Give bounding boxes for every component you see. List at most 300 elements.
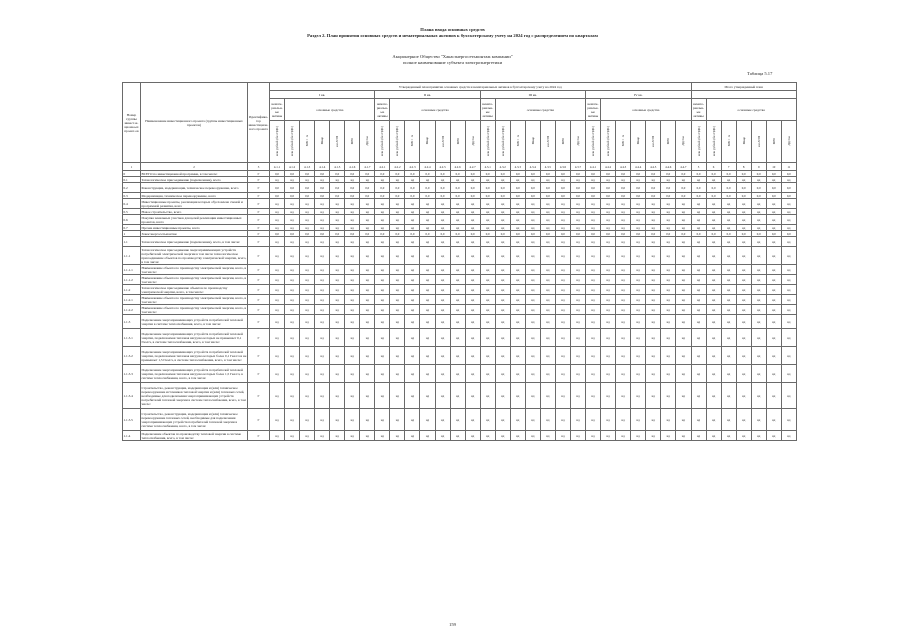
value-cell: нд <box>465 329 480 347</box>
value-cell: 0,0 <box>781 183 796 193</box>
value-cell: нд <box>465 365 480 383</box>
col-index-cell: 4.3.6 <box>555 163 570 171</box>
row-number: 1.1.3.2 <box>123 347 141 365</box>
col-index-cell: 4.4.3 <box>616 163 631 171</box>
value-cell: нд <box>661 315 676 329</box>
value-cell: нд <box>736 285 751 295</box>
value-cell: нд <box>555 409 570 431</box>
col-header-unit <box>420 121 435 163</box>
value-cell: нд <box>706 329 721 347</box>
value-cell: нд <box>315 177 330 183</box>
value-cell: нд <box>315 225 330 231</box>
col-index-cell: 8 <box>736 163 751 171</box>
value-cell: нд <box>465 347 480 365</box>
value-cell: нд <box>390 383 405 409</box>
value-cell: нд <box>300 215 315 225</box>
col-header-unit-label: Мвар <box>530 137 535 145</box>
value-cell: нд <box>706 285 721 295</box>
value-cell: нд <box>300 409 315 431</box>
value-cell: нд <box>300 265 315 275</box>
value-cell: 0,0 <box>465 171 480 177</box>
value-cell: нд <box>601 177 616 183</box>
value-cell: нд <box>510 285 525 295</box>
value-cell: нд <box>691 431 706 441</box>
col-header-unit-label: млн рублей (без НДС) <box>591 125 595 157</box>
value-cell: нд <box>631 329 646 347</box>
value-cell: 0,0 <box>465 193 480 199</box>
col-index-cell: 4.2.1 <box>375 163 390 171</box>
value-cell: 0,0 <box>706 171 721 177</box>
value-cell: нд <box>736 315 751 329</box>
col-header-unit-label: МВ×А <box>410 135 415 147</box>
col-header-unit <box>676 121 691 163</box>
row-number: 1.1.3.3 <box>123 365 141 383</box>
value-cell: 0,0 <box>721 193 736 199</box>
value-cell: 0,0 <box>525 193 540 199</box>
row-name: Подключение энергопринимающих устройств потребителей тепловой энергии, подключаемая тепловая нагрузка которых более 0,1 Гкал/ч и не превышает 1,5 Гкал/ч, в системе теплоснабжения, всего, в том числе: <box>141 347 248 365</box>
row-identifier: Г <box>248 305 270 315</box>
value-cell: нд <box>420 215 435 225</box>
value-cell: нд <box>555 209 570 215</box>
value-cell: нд <box>585 409 600 431</box>
value-cell: нд <box>661 285 676 295</box>
col-header-intangible: немате-риальн-ые активы <box>691 99 706 121</box>
col-header-unit <box>631 121 646 163</box>
value-cell: нд <box>495 215 510 225</box>
col-index-cell: 9 <box>751 163 766 171</box>
value-cell: нд <box>721 265 736 275</box>
value-cell: нд <box>345 365 360 383</box>
value-cell: нд <box>285 315 300 329</box>
value-cell: нд <box>390 225 405 231</box>
value-cell: 0,0 <box>570 183 585 193</box>
col-index-cell: 4.4.2 <box>601 163 616 171</box>
value-cell: нд <box>525 305 540 315</box>
value-cell: нд <box>646 431 661 441</box>
value-cell: нд <box>585 305 600 315</box>
value-cell: нд <box>435 409 450 431</box>
row-identifier: Г <box>248 199 270 209</box>
value-cell: нд <box>676 247 691 265</box>
value-cell: нд <box>676 365 691 383</box>
col-header-unit <box>300 121 315 163</box>
value-cell: нд <box>736 275 751 285</box>
value-cell: нд <box>375 237 390 247</box>
col-index-cell: 4.2.3 <box>405 163 420 171</box>
value-cell: нд <box>616 295 631 305</box>
value-cell: нд <box>570 247 585 265</box>
value-cell: 0,0 <box>555 231 570 237</box>
row-number: 1.1.1.2 <box>123 275 141 285</box>
col-index-cell: 4.3.5 <box>540 163 555 171</box>
value-cell: 0,0 <box>405 183 420 193</box>
value-cell: нд <box>540 295 555 305</box>
value-cell: нд <box>646 285 661 295</box>
value-cell: нд <box>616 383 631 409</box>
value-cell: нд <box>480 409 495 431</box>
value-cell: нд <box>706 409 721 431</box>
value-cell: 0,0 <box>721 231 736 237</box>
value-cell: нд <box>570 209 585 215</box>
value-cell: 0,0 <box>285 231 300 237</box>
value-cell: 0,0 <box>616 231 631 237</box>
value-cell: нд <box>721 383 736 409</box>
value-cell: нд <box>736 347 751 365</box>
value-cell: 0,0 <box>540 171 555 177</box>
value-cell: нд <box>510 431 525 441</box>
value-cell: нд <box>721 225 736 231</box>
value-cell: нд <box>435 305 450 315</box>
col-header-unit <box>315 121 330 163</box>
value-cell: нд <box>435 265 450 275</box>
value-cell: нд <box>661 247 676 265</box>
value-cell: нд <box>661 383 676 409</box>
value-cell: нд <box>330 315 345 329</box>
value-cell: нд <box>781 209 796 215</box>
row-identifier: Г <box>248 209 270 215</box>
value-cell: нд <box>631 305 646 315</box>
value-cell: нд <box>616 329 631 347</box>
value-cell: нд <box>405 365 420 383</box>
value-cell: нд <box>721 247 736 265</box>
value-cell: нд <box>300 315 315 329</box>
value-cell: нд <box>375 225 390 231</box>
value-cell: нд <box>345 409 360 431</box>
value-cell: нд <box>510 409 525 431</box>
col-header-intangible: немате-риальн-ые активы <box>585 99 600 121</box>
value-cell: нд <box>420 409 435 431</box>
col-header-quarter: II кв. <box>375 91 480 99</box>
value-cell: нд <box>315 347 330 365</box>
value-cell: нд <box>330 199 345 209</box>
value-cell: нд <box>676 265 691 275</box>
value-cell: нд <box>570 285 585 295</box>
value-cell: нд <box>285 347 300 365</box>
table-row <box>123 237 797 247</box>
value-cell: нд <box>435 285 450 295</box>
value-cell: нд <box>450 265 465 275</box>
value-cell: нд <box>721 347 736 365</box>
value-cell: 0,0 <box>450 171 465 177</box>
value-cell: нд <box>691 409 706 431</box>
row-number: 0.7 <box>123 225 141 231</box>
value-cell: нд <box>601 409 616 431</box>
value-cell: нд <box>601 225 616 231</box>
value-cell: нд <box>420 431 435 441</box>
col-header-unit-label: МВ×А <box>515 135 520 147</box>
col-index-cell: 4.2.6 <box>450 163 465 171</box>
value-cell: нд <box>510 237 525 247</box>
value-cell: нд <box>270 265 285 275</box>
value-cell: 0,0 <box>525 183 540 193</box>
value-cell: нд <box>495 209 510 215</box>
value-cell: нд <box>495 365 510 383</box>
value-cell: нд <box>465 305 480 315</box>
value-cell: нд <box>360 225 375 231</box>
col-header-unit <box>781 121 796 163</box>
value-cell: нд <box>721 295 736 305</box>
col-header-total: Итого утвержденный план <box>691 83 796 91</box>
value-cell: нд <box>631 237 646 247</box>
value-cell: 0,0 <box>300 183 315 193</box>
value-cell: нд <box>405 265 420 275</box>
value-cell: нд <box>465 295 480 305</box>
value-cell: нд <box>270 329 285 347</box>
col-header-unit-label: МВт <box>771 137 776 145</box>
value-cell: нд <box>270 177 285 183</box>
value-cell: 0,0 <box>601 183 616 193</box>
value-cell: нд <box>631 285 646 295</box>
value-cell: нд <box>676 177 691 183</box>
value-cell: нд <box>330 285 345 295</box>
value-cell: нд <box>751 431 766 441</box>
value-cell: нд <box>691 383 706 409</box>
value-cell: нд <box>585 329 600 347</box>
value-cell: нд <box>330 329 345 347</box>
value-cell: нд <box>330 225 345 231</box>
col-index-cell: 4.3.3 <box>510 163 525 171</box>
org-caption: полное наименование субъекта электроэнергетики <box>402 60 503 65</box>
value-cell: нд <box>420 275 435 285</box>
value-cell: нд <box>721 209 736 215</box>
value-cell: нд <box>285 199 300 209</box>
value-cell: 0,0 <box>270 193 285 199</box>
value-cell: нд <box>736 199 751 209</box>
value-cell: нд <box>270 409 285 431</box>
value-cell: нд <box>751 365 766 383</box>
value-cell: нд <box>390 275 405 285</box>
value-cell: нд <box>736 383 751 409</box>
row-identifier: Г <box>248 329 270 347</box>
row-name: Технологическое присоединение (подключение), всего, в том числе: <box>141 237 248 247</box>
value-cell: нд <box>766 225 781 231</box>
value-cell: нд <box>616 199 631 209</box>
value-cell: 0,0 <box>706 183 721 193</box>
value-cell: нд <box>555 431 570 441</box>
value-cell: нд <box>601 347 616 365</box>
value-cell: 0,0 <box>495 231 510 237</box>
value-cell: нд <box>450 365 465 383</box>
value-cell: нд <box>585 315 600 329</box>
value-cell: нд <box>510 275 525 285</box>
value-cell: нд <box>330 305 345 315</box>
value-cell: 0,0 <box>781 171 796 177</box>
col-header-unit-label: млн рублей (без НДС) <box>275 125 280 157</box>
value-cell: нд <box>270 215 285 225</box>
value-cell: нд <box>390 215 405 225</box>
value-cell: 0,0 <box>435 193 450 199</box>
value-cell: нд <box>766 265 781 275</box>
value-cell: нд <box>450 295 465 305</box>
col-header-unit-label: Другое <box>786 136 791 146</box>
value-cell: нд <box>480 285 495 295</box>
value-cell: нд <box>405 199 420 209</box>
value-cell: нд <box>285 215 300 225</box>
value-cell: нд <box>766 295 781 305</box>
value-cell: 0,0 <box>300 171 315 177</box>
row-number: 1.1.2 <box>123 285 141 295</box>
value-cell: нд <box>360 275 375 285</box>
value-cell: нд <box>736 305 751 315</box>
col-header-intangible: немате-риальн-ые активы <box>375 99 390 121</box>
value-cell: нд <box>435 329 450 347</box>
table-row <box>123 383 797 409</box>
value-cell: 0,0 <box>736 193 751 199</box>
value-cell: 0,0 <box>420 183 435 193</box>
value-cell: 0,0 <box>375 171 390 177</box>
row-name: Покупка земельных участков для целей реализации инвестиционных проектов, всего <box>141 215 248 225</box>
value-cell: нд <box>585 177 600 183</box>
value-cell: нд <box>706 305 721 315</box>
row-number: 1.1.3 <box>123 315 141 329</box>
value-cell: нд <box>315 305 330 315</box>
value-cell: нд <box>465 265 480 275</box>
value-cell: нд <box>405 177 420 183</box>
value-cell: 0,0 <box>330 231 345 237</box>
col-header-num: Номер группы инвест-и-ционн-ых проект-ов <box>123 83 141 163</box>
value-cell: нд <box>435 295 450 305</box>
col-header-unit-label: Другое <box>681 136 686 146</box>
row-identifier: Г <box>248 295 270 305</box>
value-cell: нд <box>390 409 405 431</box>
value-cell: нд <box>570 295 585 305</box>
value-cell: нд <box>691 347 706 365</box>
value-cell: нд <box>646 209 661 215</box>
col-header-unit-label: Мвар <box>425 137 430 145</box>
value-cell: 0,0 <box>510 171 525 177</box>
value-cell: нд <box>525 209 540 215</box>
row-name: Подключение объектов по производству тепловой энергии в системе теплоснабжения, всего, в том числе: <box>141 431 248 441</box>
col-header-unit-label: км ЛЭП <box>651 135 656 147</box>
value-cell: нд <box>480 209 495 215</box>
col-header-unit-label: км ЛЭП <box>756 135 761 147</box>
value-cell: нд <box>405 305 420 315</box>
value-cell: нд <box>330 237 345 247</box>
value-cell: нд <box>766 209 781 215</box>
value-cell: нд <box>480 215 495 225</box>
col-header-unit-label: МВт <box>666 137 671 145</box>
value-cell: нд <box>601 431 616 441</box>
value-cell: нд <box>646 247 661 265</box>
value-cell: нд <box>736 247 751 265</box>
value-cell: нд <box>525 247 540 265</box>
row-identifier: Г <box>248 177 270 183</box>
value-cell: нд <box>676 305 691 315</box>
value-cell: нд <box>315 431 330 441</box>
row-number: 1.1.4 <box>123 431 141 441</box>
value-cell: нд <box>570 177 585 183</box>
col-header-unit-label: Мвар <box>636 137 641 145</box>
value-cell: нд <box>691 225 706 231</box>
value-cell: нд <box>691 215 706 225</box>
value-cell: 0,0 <box>390 171 405 177</box>
col-header-intangible: немате-риальн-ые активы <box>270 99 285 121</box>
value-cell: нд <box>601 329 616 347</box>
value-cell: нд <box>736 265 751 275</box>
col-header-unit <box>691 121 706 163</box>
value-cell: нд <box>616 237 631 247</box>
value-cell: нд <box>631 247 646 265</box>
value-cell: нд <box>691 295 706 305</box>
value-cell: нд <box>736 295 751 305</box>
value-cell: нд <box>330 209 345 215</box>
col-index-cell: 4.3.4 <box>525 163 540 171</box>
value-cell: нд <box>375 383 390 409</box>
value-cell: нд <box>766 305 781 315</box>
value-cell: 0,0 <box>661 193 676 199</box>
value-cell: нд <box>616 225 631 231</box>
value-cell: нд <box>495 431 510 441</box>
row-name: Подключение энергопринимающих устройств потребителей тепловой энергии в системе теплоснабжения, всего, в том числе: <box>141 315 248 329</box>
col-index-cell: 1 <box>123 163 141 171</box>
value-cell: нд <box>315 275 330 285</box>
value-cell: нд <box>495 237 510 247</box>
value-cell: нд <box>345 275 360 285</box>
col-header-unit <box>510 121 525 163</box>
row-name: ВСЕГО по инвестиционной программе, в том числе: <box>141 171 248 177</box>
value-cell: нд <box>300 305 315 315</box>
col-header-unit-label: МВт <box>455 137 460 145</box>
value-cell: нд <box>315 215 330 225</box>
value-cell: нд <box>315 295 330 305</box>
col-header-unit-label: МВ×А <box>621 135 626 147</box>
value-cell: нд <box>405 383 420 409</box>
value-cell: нд <box>555 347 570 365</box>
value-cell: 0,0 <box>480 193 495 199</box>
col-index-cell: 4.4.6 <box>661 163 676 171</box>
value-cell: нд <box>751 209 766 215</box>
value-cell: нд <box>315 265 330 275</box>
value-cell: 0,0 <box>390 193 405 199</box>
value-cell: нд <box>781 409 796 431</box>
value-cell: нд <box>435 383 450 409</box>
col-header-unit <box>375 121 390 163</box>
row-identifier: Г <box>248 383 270 409</box>
row-name: Модернизация, техническое перевооружение, всего <box>141 193 248 199</box>
col-header-unit <box>766 121 781 163</box>
value-cell: нд <box>285 247 300 265</box>
value-cell: 0,0 <box>285 171 300 177</box>
value-cell: нд <box>601 199 616 209</box>
value-cell: нд <box>646 365 661 383</box>
value-cell: нд <box>465 247 480 265</box>
value-cell: нд <box>450 275 465 285</box>
row-name: Инвестиционные проекты, реализация которых обусловлена схемой и программой развития, всего <box>141 199 248 209</box>
value-cell: 0,0 <box>661 231 676 237</box>
value-cell: нд <box>661 209 676 215</box>
value-cell: нд <box>706 295 721 305</box>
value-cell: нд <box>766 215 781 225</box>
value-cell: нд <box>570 347 585 365</box>
value-cell: нд <box>375 365 390 383</box>
value-cell: нд <box>540 209 555 215</box>
value-cell: нд <box>525 265 540 275</box>
value-cell: нд <box>360 177 375 183</box>
value-cell: нд <box>721 315 736 329</box>
value-cell: нд <box>390 265 405 275</box>
value-cell: нд <box>616 305 631 315</box>
value-cell: нд <box>270 225 285 231</box>
value-cell: нд <box>646 225 661 231</box>
row-number: 1.1 <box>123 237 141 247</box>
value-cell: нд <box>721 409 736 431</box>
value-cell: нд <box>721 215 736 225</box>
value-cell: нд <box>781 265 796 275</box>
col-header-unit-label: Другое <box>365 136 370 146</box>
col-index-cell: 4.1.4 <box>315 163 330 171</box>
table-row <box>123 305 797 315</box>
value-cell: нд <box>420 305 435 315</box>
